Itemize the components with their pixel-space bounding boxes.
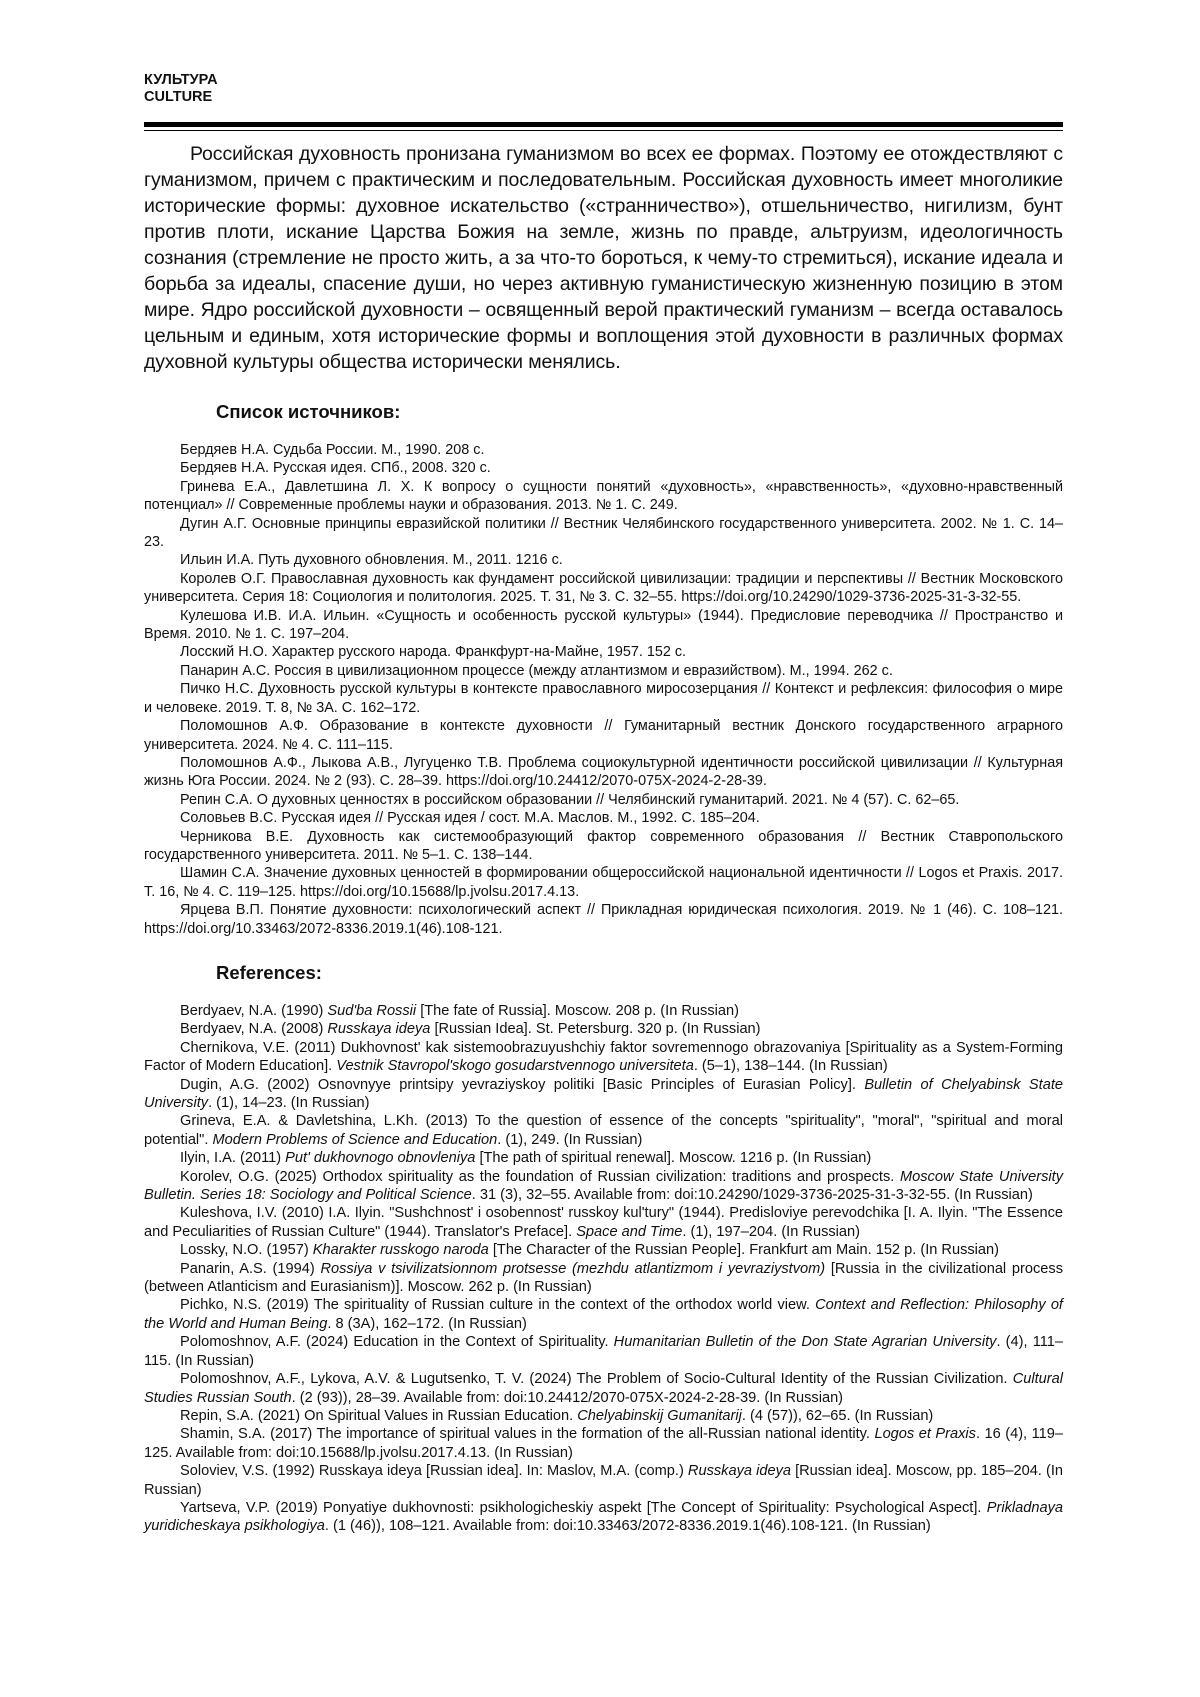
reference-text: Polomoshnov, A.F., Lykova, A.V. & Lugutsenko, T. V. (2024) The Problem of Socio-Cultural Identity of the Russian Civilization. xyxy=(180,1371,1013,1388)
body-paragraph: Российская духовность пронизана гуманизмом во всех ее формах. Поэтому ее отождествляют с гуманизмом, причем с практическим и последовательным. Российская духовность имеет многоликие исторические формы: духовное искательство («странничество»), отшельничество, нигилизм, бунт против плоти, искание Царства Божия на земле, жизнь по правде, альтруизм, идеологичность сознания (стремление не просто жить, а за что-то бороться, к чему-то стремиться), искание идеала и борьба за идеалы, спасение души, но через активную гуманистическую жизненную позицию в этом мире. Ядро российской духовности – освященный верой практический гуманизм – всегда оставалось цельным и единым, хотя исторические формы и воплощения этой духовности в различных формах духовной культуры общества исторически менялись. xyxy=(144,143,1063,373)
reference-text: Grineva, E.A. & Davletshina, L.Kh. (2013) To the question of essence of the concepts "spirituality", "moral", "spiritual and moral potential". xyxy=(144,1113,1063,1148)
reference-details: [Russia in the civilizational process (between Atlanticism and Eurasianism)]. Moscow. 262 p. (In Russian) xyxy=(144,1260,1063,1296)
reference-details: . (2 (93)), 28–39. Available from: doi:10.24412/2070-075X-2024-2-28-39. (In Russian) xyxy=(291,1389,844,1406)
source-item: Бердяев Н.А. Судьба России. М., 1990. 208 с. xyxy=(180,442,485,458)
source-item: Пичко Н.С. Духовность русской культуры в контексте православного миросозерцания // Контекст и рефлексия: философия о мире и человеке. 2019. Т. 8, № 3А. С. 162–172. xyxy=(144,681,1063,716)
reference-item xyxy=(144,1020,1063,1038)
reference-item xyxy=(144,1149,1063,1167)
reference-details: . (4 (57)), 62–65. (In Russian) xyxy=(741,1407,934,1424)
reference-text: Dugin, A.G. (2002) Osnovnyye printsipy yevraziyskoy politiki [Basic Principles of Eurasian Policy]. xyxy=(180,1076,865,1093)
reference-title: Moscow State University Bulletin. Series 18: Sociology and Political Science xyxy=(144,1168,1063,1204)
reference-text: Pichko, N.S. (2019) The spirituality of Russian culture in the context of the orthodox world view. xyxy=(180,1297,816,1314)
reference-text: Korolev, O.G. (2025) Orthodox spirituality as the foundation of Russian civilization: traditions and prospects. xyxy=(180,1168,900,1185)
source-item: Соловьев В.С. Русская идея // Русская идея / сост. М.А. Маслов. М., 1992. С. 185–204. xyxy=(180,810,760,827)
reference-item xyxy=(144,1462,1063,1499)
reference-item xyxy=(144,1260,1063,1297)
source-item: Бердяев Н.А. Русская идея. СПб., 2008. 320 с. xyxy=(180,460,491,477)
source-item: Ильин И.А. Путь духовного обновления. М., 2011. 1216 с. xyxy=(180,552,563,569)
source-item: Кулешова И.В. И.А. Ильин. «Сущность и особенность русской культуры» (1944). Предисловие переводчика // Пространство и Время. 2010. № 1. С. 197–204. xyxy=(144,607,1063,643)
reference-details: . 31 (3), 32–55. Available from: doi:10.24290/1029-3736-2025-31-3-32-55. (In Russian) xyxy=(471,1187,1033,1204)
section-title-en: CULTURE xyxy=(144,89,213,105)
source-item: Лосский Н.О. Характер русского народа. Франкфурт-на-Майне, 1957. 152 с. xyxy=(180,644,687,661)
references-list xyxy=(144,1002,1063,1536)
reference-text: Ilyin, I.A. (2011) xyxy=(180,1150,286,1167)
reference-text: Repin, S.A. (2021) On Spiritual Values in Russian Education. xyxy=(180,1407,578,1424)
reference-title: Russkaya ideya xyxy=(687,1463,791,1480)
reference-item xyxy=(144,1296,1063,1333)
sources-list xyxy=(144,441,1063,938)
reference-details: . (5–1), 138–144. (In Russian) xyxy=(693,1058,888,1075)
header-rule-thick xyxy=(144,122,1063,127)
article-body xyxy=(144,141,1063,1536)
reference-title: Prikladnaya yuridicheskaya psikhologiya xyxy=(144,1499,1063,1535)
reference-details: . 16 (4), 119–125. Available from: doi:10.15688/lp.jvolsu.2017.4.13. (In Russian) xyxy=(144,1426,1063,1461)
reference-text: Berdyaev, N.A. (1990) xyxy=(180,1002,328,1019)
reference-text: Panarin, A.S. (1994) xyxy=(180,1260,321,1277)
reference-title: Chelyabinskij Gumanitarij xyxy=(577,1407,742,1424)
reference-title: Rossiya v tsivilizatsionnom protsesse (mezhdu atlantizmom i yevraziystvom) xyxy=(320,1260,826,1277)
reference-text: Berdyaev, N.A. (2008) xyxy=(180,1021,328,1038)
reference-text: Shamin, S.A. (2017) The importance of spiritual values in the formation of the all-Russian national identity. xyxy=(180,1426,875,1443)
source-item: Черникова В.Е. Духовность как системообразующий фактор современного образования // Вестник Ставропольского государственного университета. 2011. № 5–1. С. 138–144. xyxy=(144,828,1063,863)
reference-item xyxy=(144,1370,1063,1407)
reference-details: . (4), 111–115. (In Russian) xyxy=(144,1334,1064,1369)
reference-details: [Russian idea]. Moscow, pp. 185–204. (In Russian) xyxy=(144,1463,1063,1498)
reference-title: Logos et Praxis xyxy=(874,1426,976,1443)
source-item: Гринева Е.А., Давлетшина Л. Х. К вопросу о сущности понятий «духовность», «нравственность», «духовно-нравственный потенциал» // Современные проблемы науки и образования. 2013. № 1. С. 249. xyxy=(144,478,1063,514)
reference-item xyxy=(144,1076,1063,1113)
reference-item xyxy=(144,1425,1063,1462)
sources-heading: Список источников: xyxy=(216,401,401,422)
reference-text: Polomoshnov, A.F. (2024) Education in the Context of Spirituality. xyxy=(180,1334,614,1351)
reference-title: Modern Problems of Science and Education xyxy=(212,1131,498,1148)
reference-text: Yartseva, V.P. (2019) Ponyatiye dukhovnosti: psikhologicheskiy aspekt [The Concept of Spirituality: Psychological Aspect]. xyxy=(180,1499,987,1516)
reference-details: . (1), 14–23. (In Russian) xyxy=(208,1095,370,1111)
reference-text: Soloviev, V.S. (1992) Russkaya ideya [Russian idea]. In: Maslov, M.A. (comp.) xyxy=(180,1463,688,1480)
reference-details: [The Character of the Russian People]. Frankfurt am Main. 152 p. (In Russian) xyxy=(488,1242,1000,1259)
reference-title: Vestnik Stavropol'skogo gosudarstvennogo universiteta xyxy=(336,1058,694,1075)
reference-details: . (1), 197–204. (In Russian) xyxy=(682,1223,860,1240)
reference-item xyxy=(144,1241,1063,1259)
source-item: Панарин А.С. Россия в цивилизационном процессе (между атлантизмом и евразийством). М., 1994. 262 с. xyxy=(180,662,893,679)
reference-item xyxy=(144,1112,1063,1149)
running-head xyxy=(144,72,218,106)
reference-item xyxy=(144,1407,1063,1425)
reference-title: Put' dukhovnogo obnovleniya xyxy=(285,1150,476,1167)
source-item: Поломошнов А.Ф. Образование в контексте духовности // Гуманитарный вестник Донского государственного аграрного университета. 2024. № 4. С. 111–115. xyxy=(144,718,1063,753)
reference-details: [Russian Idea]. St. Petersburg. 320 p. (In Russian) xyxy=(430,1021,761,1038)
reference-item xyxy=(144,1039,1063,1076)
reference-title: Kharakter russkogo naroda xyxy=(312,1242,489,1259)
reference-details: [The path of spiritual renewal]. Moscow. 1216 p. (In Russian) xyxy=(475,1150,872,1167)
source-item: Поломошнов А.Ф., Лыкова А.В., Лугуценко Т.В. Проблема социокультурной идентичности российской цивилизации // Культурная жизнь Юга России. 2024. № 2 (93). С. 28–39. https://doi.org/10.24412/2070-075X-2024-2-28-39. xyxy=(144,754,1063,790)
reference-item xyxy=(144,1168,1063,1205)
reference-text: Lossky, N.O. (1957) xyxy=(180,1242,313,1259)
section-title-ru: КУЛЬТУРА xyxy=(144,72,218,88)
reference-title: Cultural Studies Russian South xyxy=(144,1371,1063,1406)
source-item: Шамин С.А. Значение духовных ценностей в формировании общероссийской национальной идентичности // Logos et Praxis. 2017. Т. 16, № 4. С. 119–125. https://doi.org/10.15688/lp.jvolsu.2017.4.13. xyxy=(144,865,1063,900)
source-item: Ярцева В.П. Понятие духовности: психологический аспект // Прикладная юридическая психология. 2019. № 1 (46). С. 108–121. https://doi.org/10.33463/2072-8336.2019.1(46).108-121. xyxy=(144,902,1063,937)
reference-title: Russkaya ideya xyxy=(327,1021,431,1038)
reference-details: [The fate of Russia]. Moscow. 208 p. (In Russian) xyxy=(416,1002,739,1019)
references-heading: References: xyxy=(216,961,322,983)
header-rule-thin xyxy=(144,130,1063,131)
reference-item xyxy=(144,1002,1063,1020)
reference-title: Humanitarian Bulletin of the Don State Agrarian University xyxy=(613,1334,997,1351)
reference-item xyxy=(144,1499,1063,1536)
reference-details: . 8 (3A), 162–172. (In Russian) xyxy=(327,1315,527,1332)
source-item: Дугин А.Г. Основные принципы евразийской политики // Вестник Челябинского государственного университета. 2002. № 1. С. 14–23. xyxy=(144,515,1063,551)
reference-details: . (1 (46)), 108–121. Available from: doi:10.33463/2072-8336.2019.1(46).108-121. (In Russian) xyxy=(324,1518,931,1535)
source-item: Королев О.Г. Православная духовность как фундамент российской цивилизации: традиции и перспективы // Вестник Московского университета. Серия 18: Социология и политология. 2025. Т. 31, № 3. С. 32–55. https://doi.org/10.24290/1029-3736-2025-31-3-32-55. xyxy=(144,570,1063,606)
reference-title: Bulletin of Chelyabinsk State University xyxy=(144,1076,1063,1111)
reference-item xyxy=(144,1204,1063,1241)
reference-title: Context and Reflection: Philosophy of the World and Human Being xyxy=(144,1297,1063,1332)
reference-title: Sud'ba Rossii xyxy=(327,1002,417,1019)
reference-text: Chernikova, V.E. (2011) Dukhovnost' kak sistemoobrazuyushchiy faktor sovremennogo obrazovaniya [Spirituality as a System-Forming Factor of Modern Education]. xyxy=(144,1039,1063,1075)
reference-item xyxy=(144,1333,1063,1370)
reference-details: . (1), 249. (In Russian) xyxy=(497,1131,643,1148)
reference-text: Kuleshova, I.V. (2010) I.A. Ilyin. "Sushchnost' i osobennost' russkoy kul'tury" (1944). Predisloviye perevodchika [I. A. Ilyin. "The Essence and Peculiarities of Russian Culture" (1944). Translator's Preface]. xyxy=(144,1205,1063,1240)
reference-title: Space and Time xyxy=(576,1223,683,1240)
source-item: Репин С.А. О духовных ценностях в российском образовании // Челябинский гуманитарий. 2021. № 4 (57). С. 62–65. xyxy=(180,791,960,808)
